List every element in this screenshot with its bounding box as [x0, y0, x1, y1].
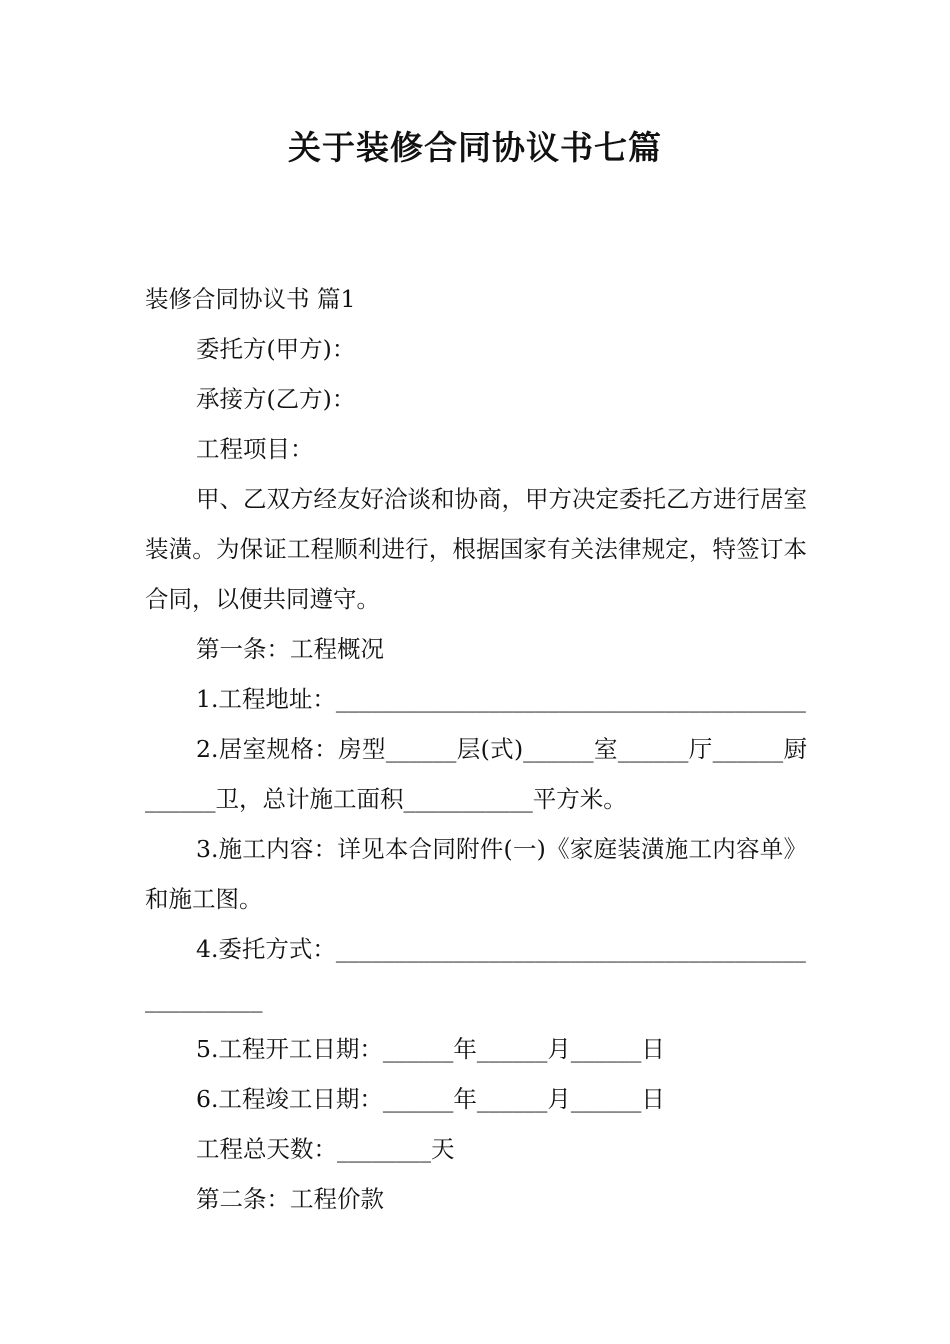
item-4-label: 4.委托方式：	[196, 935, 336, 963]
item-2-room-spec: 2.居室规格：房型______层(式)______室______厅______厨______卫，总计施工面积___________平方米。	[145, 735, 807, 813]
article-2-heading: 第二条：工程价款	[196, 1185, 384, 1213]
total-days-line: 工程总天数：________天	[196, 1135, 455, 1163]
item-3-content: 3.施工内容：详见本合同附件(一)《家庭装潢施工内容单》和施工图。	[145, 835, 807, 913]
item-6-end-date: 6.工程竣工日期：______年______月______日	[196, 1085, 665, 1113]
item-4-method	[145, 924, 807, 1024]
project-line: 工程项目：	[196, 435, 314, 463]
item-4-blank-continued: __________	[145, 985, 263, 1013]
item-4-blank: ________________________________________	[335, 935, 806, 963]
document-body	[145, 274, 807, 1224]
client-line: 委托方(甲方)：	[196, 335, 356, 363]
article-1-heading: 第一条：工程概况	[196, 635, 384, 663]
document-title: 关于装修合同协议书七篇	[288, 128, 662, 167]
contractor-line: 承接方(乙方)：	[196, 385, 356, 413]
item-1-address: 1.工程地址：________________________________________	[196, 685, 806, 713]
intro-paragraph: 甲、乙双方经友好洽谈和协商，甲方决定委托乙方进行居室装潢。为保证工程顺利进行，根据国家有关法律规定，特签订本合同，以便共同遵守。	[145, 485, 807, 613]
section-heading: 装修合同协议书 篇1	[145, 285, 356, 313]
item-5-start-date: 5.工程开工日期：______年______月______日	[196, 1035, 665, 1063]
